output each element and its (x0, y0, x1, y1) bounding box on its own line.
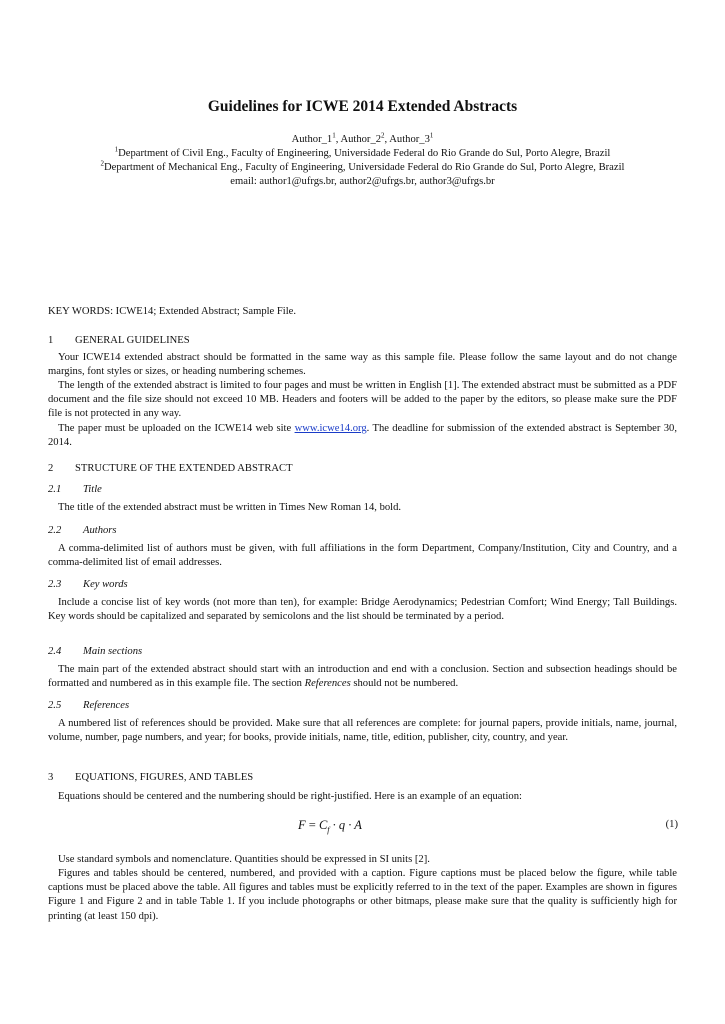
author-list (0, 133, 725, 147)
affiliation-1 (0, 147, 725, 161)
author-2-affil: 2 (381, 131, 385, 140)
paragraph: Equations should be centered and the numbering should be right-justified. Here is an example of an equation: (58, 791, 522, 802)
equation-rest: · q · A (329, 818, 362, 832)
subsection-title: Authors (83, 525, 117, 536)
paragraph-text: . The deadline for submission of the extended abstract is September 30, 2014. (48, 423, 677, 449)
affiliation-2-marker: 2 (100, 159, 105, 168)
affiliation-1-marker: 1 (114, 145, 119, 154)
subsection-heading-2-2 (48, 524, 678, 538)
equation-number: (1) (665, 819, 678, 830)
section-number: 2 (48, 463, 54, 474)
paragraph: A numbered list of references should be provided. Make sure that all references are complete: for journal papers, provide initials, name, journal, volume, number, page numbers, and year; for books, provide initials, name, title, edition, publisher, city, country, and year. (48, 718, 677, 744)
author-3: Author_3 (389, 134, 430, 145)
paragraph (48, 422, 677, 450)
section-heading-1 (48, 334, 678, 348)
subsection-title: Title (83, 484, 102, 495)
paragraph: The title of the extended abstract must be written in Times New Roman 14, bold. (58, 502, 402, 513)
equation-subscript: f (327, 825, 330, 835)
subsection-number: 2.3 (48, 579, 62, 590)
author-separator: , (384, 134, 390, 145)
paragraph: Your ICWE14 extended abstract should be formatted in the same way as this sample file. Please follow the same layout and do not change margins, font styles or sizes, or heading numbering schemes. (48, 352, 677, 378)
section-heading-3 (48, 771, 678, 785)
subsection-heading-2-3 (48, 578, 678, 592)
equation-equals: = (305, 818, 319, 832)
paper-title: Guidelines for ICWE 2014 Extended Abstracts (207, 98, 518, 115)
subsection-heading-2-4 (48, 645, 678, 659)
section-heading-2 (48, 462, 678, 476)
paragraph: A comma-delimited list of authors must be given, with full affiliations in the form Department, Company/Institution, City and Country, and a comma-delimited list of email addresses. (48, 543, 677, 569)
equation-1 (48, 818, 678, 836)
subsection-number: 2.5 (48, 700, 62, 711)
subsection-title: Main sections (83, 646, 143, 657)
paragraph-text: The paper must be uploaded on the ICWE14 web site (58, 423, 295, 434)
author-separator: , (335, 134, 341, 145)
author-1-affil: 1 (332, 131, 336, 140)
keywords-line: KEY WORDS: ICWE14; Extended Abstract; Sample File. (48, 306, 297, 317)
paragraph: Figures and tables should be centered, numbered, and provided with a caption. Figure captions must be placed below the figure, while table captions must be placed above the table. All figures and tables must be explicitly referred to in the text of the paper. Examples are shown in figures Figure 1 and Figure 2 and in table Table 1. If you include photographs or other bitmaps, please make sure that the quality is sufficiently high for printing (at least 150 dpi). (48, 868, 677, 922)
author-emails: email: author1@ufrgs.br, author2@ufrgs.br, author3@ufrgs.br (230, 176, 495, 187)
paragraph-text: should not be numbered. (350, 678, 459, 690)
paragraph: Use standard symbols and nomenclature. Quantities should be expressed in SI units [2]. (58, 854, 430, 865)
section-title: EQUATIONS, FIGURES, AND TABLES (75, 772, 254, 783)
author-1: Author_1 (291, 134, 333, 145)
paragraph-text: The main part of the extended abstract should start with an introduction and end with a conclusion. Section and subsection headings should be formatted and numbered as in this example file. The section (48, 664, 677, 690)
subsection-heading-2-1 (48, 483, 678, 497)
section-title: STRUCTURE OF THE EXTENDED ABSTRACT (75, 463, 293, 474)
authors-block (0, 133, 725, 189)
paragraph (48, 663, 677, 691)
subsection-heading-2-5 (48, 699, 678, 713)
section-number: 3 (48, 772, 54, 783)
affiliation-2 (0, 161, 725, 175)
subsection-title: References (83, 700, 130, 711)
website-link[interactable]: www.icwe14.org (294, 423, 367, 434)
subsection-number: 2.1 (48, 484, 62, 495)
equation-term: C (318, 818, 328, 832)
subsection-title: Key words (83, 579, 128, 590)
paragraph-emphasis: References (304, 678, 351, 690)
equation-formula (298, 818, 362, 838)
subsection-number: 2.2 (48, 525, 62, 536)
equation-lhs: F (298, 818, 306, 832)
affiliation-1-text: Department of Civil Eng., Faculty of Engineering, Universidade Federal do Rio Grande do Sul, Porto Alegre, Brazil (118, 148, 611, 159)
paragraph: Include a concise list of key words (not more than ten), for example: Bridge Aerodynamics; Pedestrian Comfort; Wind Energy; Tall Buildings. Key words should be capitalized and separated by semicolons and the list should be terminated by a period. (48, 597, 677, 623)
author-2: Author_2 (340, 134, 382, 145)
subsection-number: 2.4 (48, 646, 62, 657)
author-3-affil: 1 (429, 131, 434, 140)
section-title: GENERAL GUIDELINES (75, 335, 190, 346)
affiliation-2-text: Department of Mechanical Eng., Faculty of Engineering, Universidade Federal do Rio Grande do Sul, Porto Alegre, Brazil (104, 162, 625, 173)
section-number: 1 (48, 335, 54, 346)
paragraph: The length of the extended abstract is limited to four pages and must be written in English [1]. The extended abstract must be submitted as a PDF document and the file size should not exceed 10 MB. Headers and footers will be added to the paper by the editors, so please make sure the PDF file is not protected in any way. (48, 380, 677, 420)
